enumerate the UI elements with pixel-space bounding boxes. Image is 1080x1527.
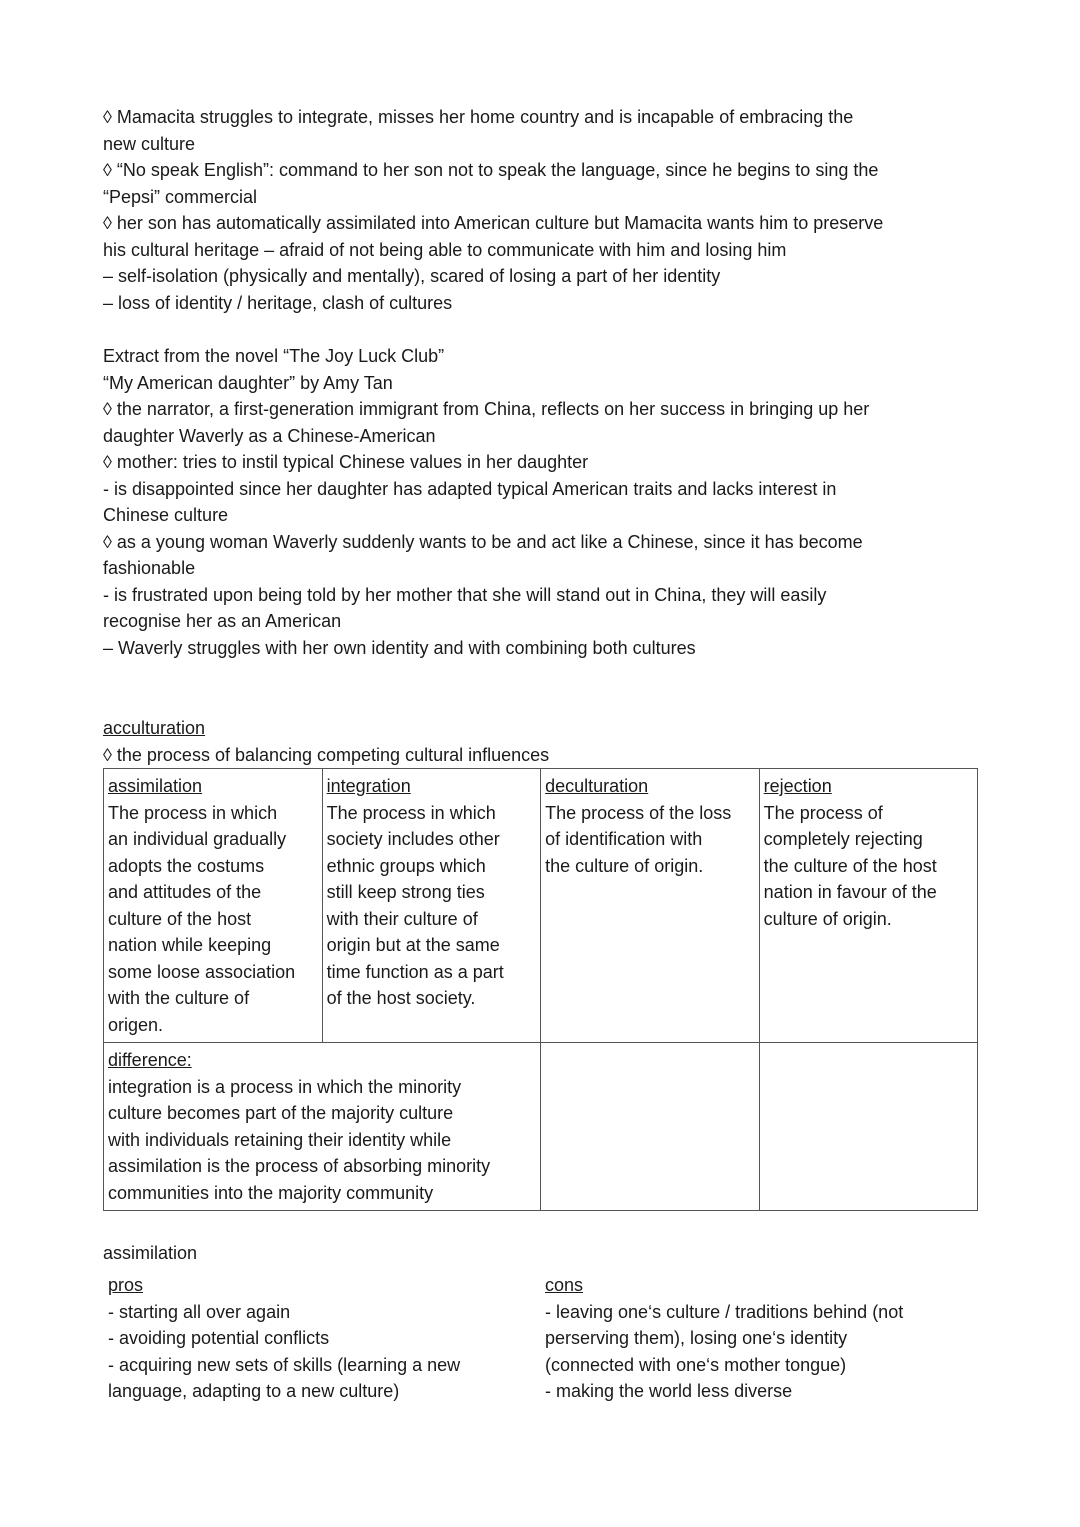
definition-cell-assimilation [104,769,323,1043]
text-line: - is disappointed since her daughter has adapted typical American traits and lacks interest in [103,478,837,499]
text-line: The process in which [108,802,278,823]
definition-cell-integration [322,769,540,1043]
text-line: The process in which [326,802,496,823]
text-line: new culture [103,133,196,154]
pros-title: pros [108,1275,144,1295]
text-line: ◊ as a young woman Waverly suddenly wants to be and act like a Chinese, since it has become [103,531,863,552]
definition-title: rejection [763,776,832,796]
text-line: time function as a part [326,961,504,982]
text-line: an individual gradually [108,829,287,849]
text-line: – loss of identity / heritage, clash of cultures [103,292,453,313]
text-line: - leaving one‘s culture / traditions behind (not [545,1301,904,1322]
text-line: “Pepsi” commercial [103,186,258,207]
text-line: – Waverly struggles with her own identity and with combining both cultures [103,637,696,658]
text-line: nation while keeping [108,935,272,955]
text-line: society includes other [326,829,500,849]
text-line: of identification with [545,829,703,849]
acculturation-table [103,768,978,1211]
text-line: with individuals retaining their identity while [108,1129,452,1150]
text-line: fashionable [103,558,196,578]
text-line: language, adapting to a new culture) [108,1381,400,1401]
text-line: with their culture of [326,908,478,929]
text-line: of the host society. [326,988,476,1008]
text-line: ◊ mother: tries to instil typical Chinese values in her daughter [103,452,589,472]
text-line: and attitudes of the [108,882,262,902]
pros-column [108,1272,460,1405]
text-line: completely rejecting [763,829,923,849]
definition-title: assimilation [108,776,203,796]
text-line: still keep strong ties [326,882,485,902]
text-line: - making the world less diverse [545,1381,793,1401]
text-line: assimilation is the process of absorbing minority [108,1156,491,1176]
text-line: ethnic groups which [326,855,486,876]
joy-luck-club-notes [103,343,869,661]
text-line: daughter Waverly as a Chinese-American [103,425,436,446]
assimilation-heading-block [103,1240,197,1267]
definition-cell-rejection [759,769,977,1043]
difference-title: difference: [108,1050,192,1070]
text-line: nation in favour of the [763,882,937,902]
text-line: culture of origin. [763,908,892,929]
text-line: - is frustrated upon being told by her mother that she will stand out in China, they will easily [103,584,827,605]
text-line: the culture of origin. [545,855,704,876]
text-line: The process of the loss [545,802,732,823]
definition-cell-deculturation [541,769,760,1043]
acculturation-subtitle: ◊ the process of balancing competing cultural influences [103,744,550,765]
acculturation-heading: acculturation [103,718,206,738]
text-line: some loose association [108,961,296,982]
text-line: with the culture of [108,988,250,1008]
text-line: – self-isolation (physically and mentally), scared of losing a part of her identity [103,266,721,286]
cons-title: cons [545,1275,584,1295]
text-line: origin but at the same [326,935,500,955]
text-line: Chinese culture [103,505,229,525]
definition-title: integration [326,776,411,796]
text-line: culture of the host [108,908,252,929]
definition-title: deculturation [545,776,649,796]
text-line: - starting all over again [108,1301,291,1322]
text-line: - acquiring new sets of skills (learning a new [108,1354,461,1375]
text-line: ◊ Mamacita struggles to integrate, misses her home country and is incapable of embracing the [103,107,854,127]
difference-cell [104,1043,541,1211]
text-line: Extract from the novel “The Joy Luck Club” [103,346,445,366]
text-line: his cultural heritage – afraid of not being able to communicate with him and losing him [103,239,787,260]
text-line: ◊ “No speak English”: command to her son not to speak the language, since he begins to sing the [103,160,879,180]
text-line: The process of [763,802,883,823]
text-line: recognise her as an American [103,611,342,631]
assimilation-heading: assimilation [103,1243,198,1263]
mamacita-notes [103,104,883,316]
text-line: communities into the majority community [108,1182,434,1203]
text-line: ◊ the narrator, a first-generation immigrant from China, reflects on her success in bringing up her [103,399,870,419]
text-line: the culture of the host [763,855,937,876]
acculturation-heading-block [103,715,549,768]
text-line: ◊ her son has automatically assimilated into American culture but Mamacita wants him to preserve [103,213,884,233]
text-line: adopts the costums [108,855,265,876]
text-line: integration is a process in which the minority [108,1076,462,1097]
text-line: - avoiding potential conflicts [108,1328,330,1348]
text-line: origen. [108,1014,164,1035]
cons-column [545,1272,903,1405]
text-line: perserving them), losing one‘s identity [545,1328,848,1348]
text-line: “My American daughter” by Amy Tan [103,372,393,393]
text-line: (connected with one‘s mother tongue) [545,1354,847,1375]
empty-cell [759,1043,977,1211]
empty-cell [541,1043,760,1211]
text-line: culture becomes part of the majority culture [108,1103,454,1123]
